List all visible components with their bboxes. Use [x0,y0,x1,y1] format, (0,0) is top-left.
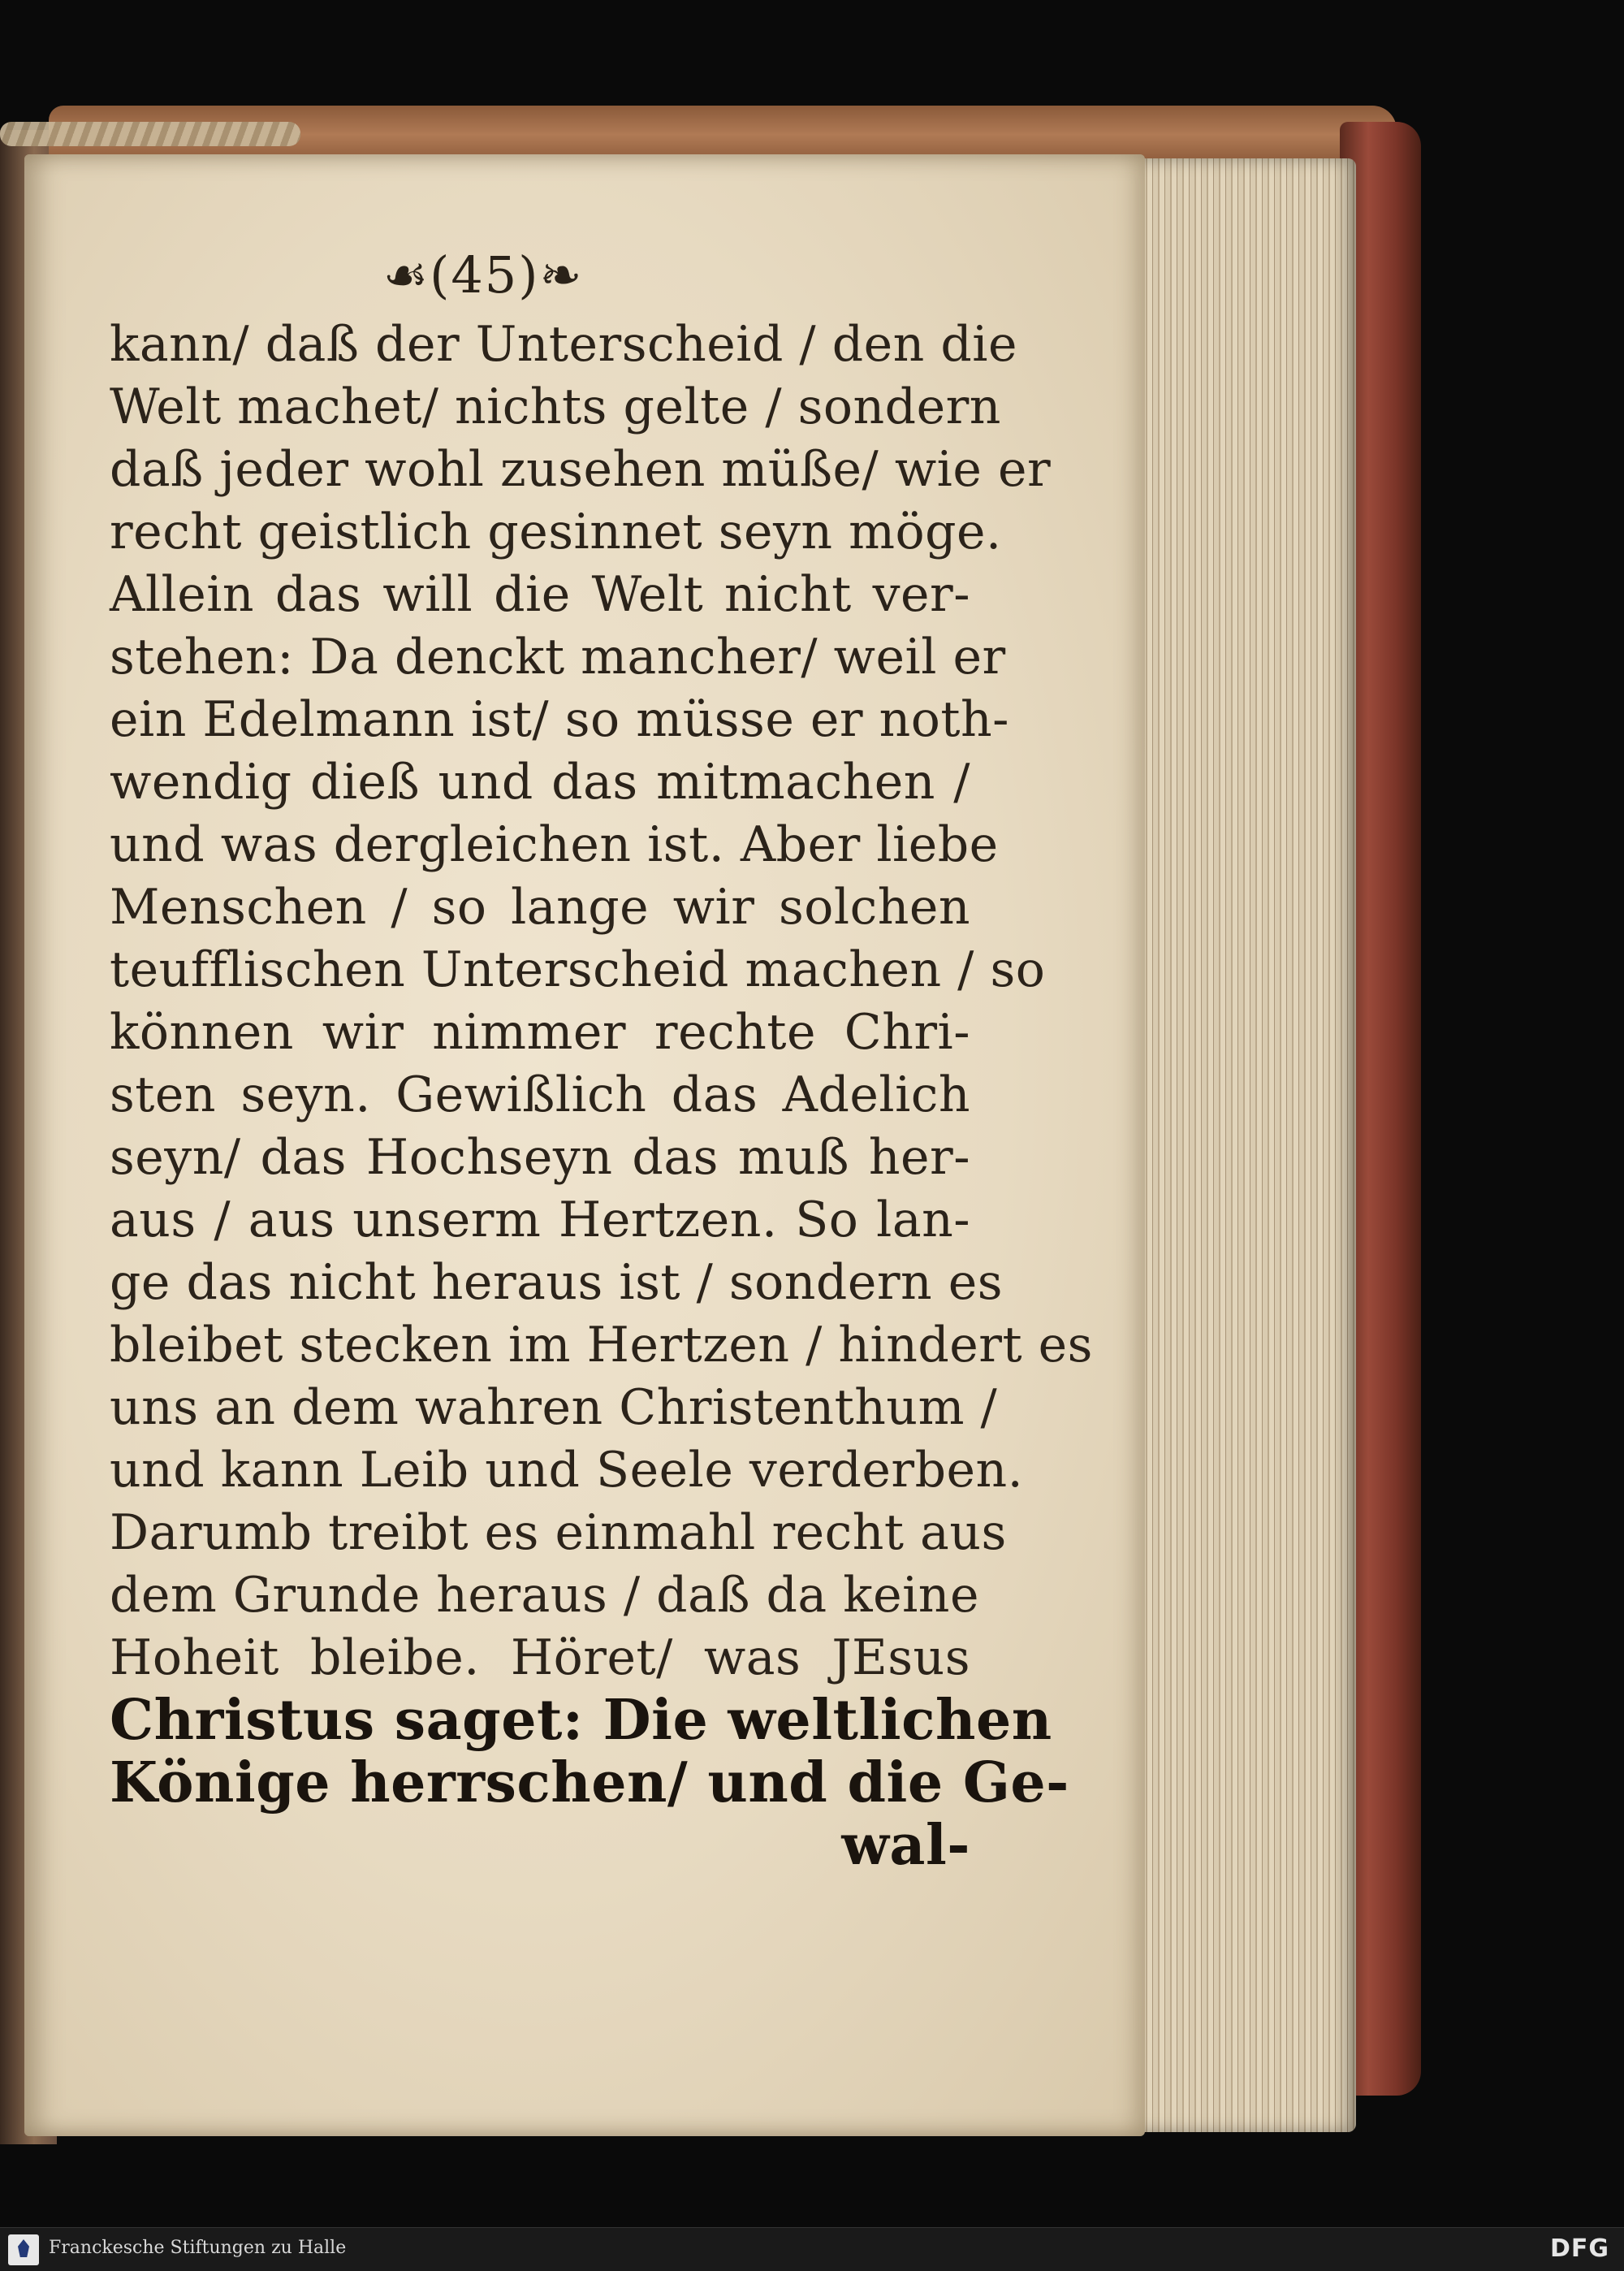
text-line: Welt machet/ nichts gelte / sondern [110,378,1001,435]
text-line: kann/ daß der Unterscheid / den die [110,316,1017,373]
text-line-bold: Könige herrschen/ und die Ge- [110,1750,1069,1815]
page-edges [1129,158,1356,2132]
viewer-footer [0,2227,1624,2271]
catchword: wal- [841,1813,970,1878]
text-line: ein Edelmann ist/ so müsse er noth- [110,691,1009,748]
text-line: stehen: Da denckt mancher/ weil er [110,629,1006,686]
text-line: Menschen / so lange wir solchen [110,879,970,936]
book-page [24,154,1145,2136]
text-line: Allein das will die Welt nicht ver- [110,566,970,623]
text-line: daß jeder wohl zusehen müße/ wie er [110,441,1052,498]
text-line: und kann Leib und Seele verderben. [110,1442,1024,1499]
text-line: und was dergleichen ist. Aber liebe [110,816,999,873]
text-line: aus / aus unserm Hertzen. So lan- [110,1192,970,1248]
text-line: ge das nicht heraus ist / sondern es [110,1254,1004,1311]
institution-logo-icon [8,2234,39,2265]
text-line: können wir nimmer rechte Chri- [110,1004,970,1061]
dfg-logo: DFG [1549,2234,1609,2263]
binding-string [0,122,300,146]
page-text [110,314,1093,1878]
text-line: bleibet stecken im Hertzen / hindert es [110,1317,1093,1373]
text-line: seyn/ das Hochseyn das muß her- [110,1129,970,1186]
text-line: dem Grunde heraus / daß da keine [110,1567,979,1624]
text-line: Darumb treibt es einmahl recht aus [110,1504,1007,1561]
page-number-header: ☙(45)❧ [382,245,584,305]
text-line: teufflischen Unterscheid machen / so [110,941,1046,998]
text-line: Hoheit bleibe. Höret/ was JEsus [110,1629,970,1686]
text-line: wendig dieß und das mitmachen / [110,754,970,811]
text-line-bold: Christus saget: Die weltlichen [110,1688,1052,1753]
text-line: sten seyn. Gewißlich das Adelich [110,1066,970,1123]
institution-name: Franckesche Stiftungen zu Halle [49,2238,347,2258]
text-line: recht geistlich gesinnet seyn möge. [110,504,1002,560]
text-line: uns an dem wahren Christenthum / [110,1379,998,1436]
